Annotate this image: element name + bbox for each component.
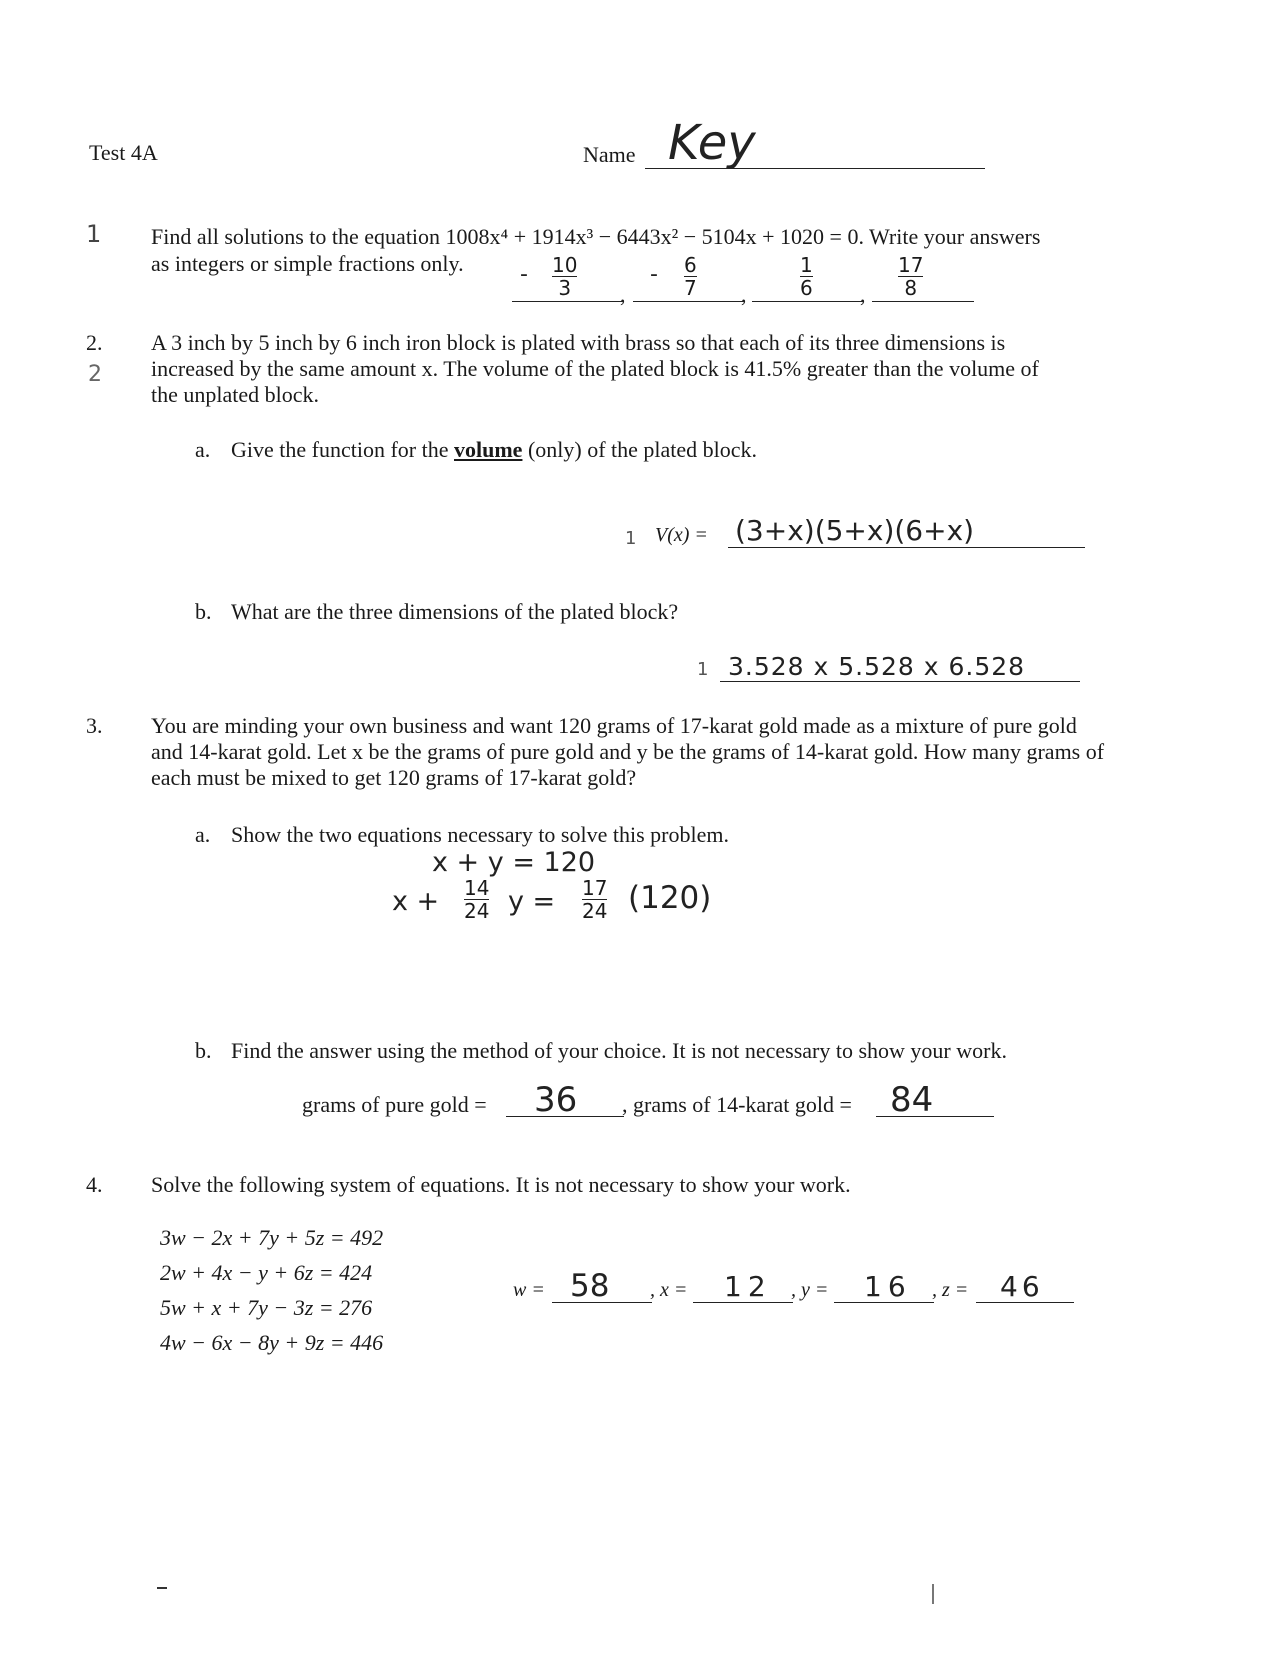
question-3a-text: Show the two equations necessary to solve this problem. bbox=[231, 822, 729, 847]
volume-answer-blank bbox=[728, 547, 1085, 548]
answer-1-blank bbox=[512, 301, 622, 302]
question-2a-text-bold: volume bbox=[454, 437, 523, 462]
scan-mark bbox=[157, 1587, 167, 1589]
comma: , bbox=[860, 282, 866, 307]
system-equation-2: 2w + 4x − y + 6z = 424 bbox=[160, 1260, 373, 1285]
question-2a-label: a. bbox=[195, 437, 211, 462]
equation-1: x + y = 120 bbox=[432, 847, 596, 878]
answer-4-fraction bbox=[898, 254, 923, 299]
scan-mark bbox=[932, 1584, 934, 1604]
equation-2-fraction-1-denominator: 24 bbox=[464, 899, 490, 923]
question-3-text-line3: each must be mixed to get 120 grams of 17-karat gold? bbox=[151, 765, 637, 790]
y-label: , y = bbox=[791, 1279, 829, 1301]
answer-2-fraction bbox=[684, 254, 697, 299]
question-3-number: 3. bbox=[86, 713, 103, 738]
question-3-text-line2: and 14-karat gold. Let x be the grams of pure gold and y be the grams of 14-karat gold. How many grams of bbox=[151, 739, 1105, 764]
dimensions-answer: 3.528 x 5.528 x 6.528 bbox=[728, 652, 1026, 681]
equation-2-lhs: x + bbox=[392, 886, 440, 917]
question-1-number: 1 bbox=[86, 220, 102, 248]
y-value: 16 bbox=[864, 1270, 912, 1303]
question-2-text-line3: the unplated block. bbox=[151, 382, 320, 407]
question-2-number: 2. bbox=[86, 330, 103, 355]
answer-1-numerator: 10 bbox=[552, 253, 578, 277]
equation-2-fraction-2-denominator: 24 bbox=[582, 899, 608, 923]
equation-system bbox=[160, 1225, 383, 1365]
answer-3-fraction bbox=[800, 254, 813, 299]
equation-2-y: y = bbox=[508, 886, 556, 917]
question-4-text: Solve the following system of equations. It is not necessary to show your work. bbox=[151, 1172, 851, 1197]
question-2a-text-post: (only) of the plated block. bbox=[522, 437, 758, 462]
system-equation-4: 4w − 6x − 8y + 9z = 446 bbox=[160, 1330, 384, 1355]
answer-4-denominator: 8 bbox=[904, 276, 918, 300]
question-2a-text-pre: Give the function for the bbox=[231, 437, 454, 462]
test-title: Test 4A bbox=[89, 140, 158, 165]
equation-2-fraction-1 bbox=[464, 877, 489, 922]
question-1-text-line1: Find all solutions to the equation 1008x⁴ + 1914x³ − 6443x² − 5104x + 1020 = 0. Write your answers bbox=[151, 224, 1041, 249]
question-2a-points: 1 bbox=[625, 528, 637, 549]
answer-2-sign: - bbox=[650, 262, 658, 287]
volume-function-answer: (3+x)(5+x)(6+x) bbox=[735, 514, 975, 547]
question-3-text-line1: You are minding your own business and want 120 grams of 17-karat gold made as a mixture of pure gold bbox=[151, 713, 1077, 738]
answer-2-denominator: 7 bbox=[684, 276, 697, 300]
question-2b-points: 1 bbox=[697, 659, 709, 680]
name-value: Key bbox=[668, 115, 756, 171]
answer-1-sign: - bbox=[520, 262, 528, 287]
answer-3-numerator: 1 bbox=[800, 253, 813, 277]
pure-gold-value: 36 bbox=[534, 1080, 578, 1120]
w-label: w = bbox=[513, 1279, 545, 1301]
x-label: , x = bbox=[650, 1279, 688, 1301]
question-2-text-line1: A 3 inch by 5 inch by 6 inch iron block is plated with brass so that each of its three dimensions is bbox=[151, 330, 1006, 355]
name-label: Name bbox=[583, 142, 636, 167]
question-2b-label: b. bbox=[195, 599, 212, 624]
question-2b-text: What are the three dimensions of the plated block? bbox=[231, 599, 679, 624]
w-value: 58 bbox=[570, 1268, 610, 1304]
question-3b-label: b. bbox=[195, 1038, 212, 1063]
comma: , bbox=[741, 282, 747, 307]
equation-2-fraction-1-numerator: 14 bbox=[464, 876, 490, 900]
comma: , bbox=[620, 282, 626, 307]
answer-2-numerator: 6 bbox=[684, 253, 697, 277]
karat-gold-label: , grams of 14-karat gold = bbox=[622, 1092, 852, 1117]
question-4-number: 4. bbox=[86, 1172, 103, 1197]
karat-gold-value: 84 bbox=[890, 1080, 934, 1120]
question-2-text-line2: increased by the same amount x. The volume of the plated block is 41.5% greater than the volume of bbox=[151, 356, 1039, 381]
answer-3-denominator: 6 bbox=[800, 276, 813, 300]
equation-2-fraction-2 bbox=[582, 877, 607, 922]
system-equation-3: 5w + x + 7y − 3z = 276 bbox=[160, 1295, 373, 1320]
z-value: 46 bbox=[1000, 1270, 1044, 1303]
pure-gold-label: grams of pure gold = bbox=[302, 1092, 487, 1117]
x-value: 12 bbox=[724, 1270, 772, 1303]
equation-2-fraction-2-numerator: 17 bbox=[582, 876, 608, 900]
answer-2-blank bbox=[633, 301, 743, 302]
system-equation-1: 3w − 2x + 7y + 5z = 492 bbox=[160, 1225, 384, 1250]
equation-2-rhs: (120) bbox=[628, 880, 712, 916]
answer-3-blank bbox=[752, 301, 862, 302]
answer-1-fraction bbox=[552, 254, 577, 299]
question-3b-text: Find the answer using the method of your choice. It is not necessary to show your work. bbox=[231, 1038, 1007, 1063]
dimensions-answer-blank bbox=[720, 681, 1080, 682]
answer-4-numerator: 17 bbox=[898, 253, 924, 277]
answer-1-denominator: 3 bbox=[558, 276, 572, 300]
volume-function-label: V(x) = bbox=[655, 524, 708, 546]
question-3a-label: a. bbox=[195, 822, 211, 847]
question-2-score-mark: 2 bbox=[88, 362, 102, 387]
question-2a-text bbox=[231, 437, 757, 463]
question-1-text-line2: as integers or simple fractions only. bbox=[151, 251, 464, 276]
answer-4-blank bbox=[872, 301, 974, 302]
z-label: , z = bbox=[932, 1279, 969, 1301]
